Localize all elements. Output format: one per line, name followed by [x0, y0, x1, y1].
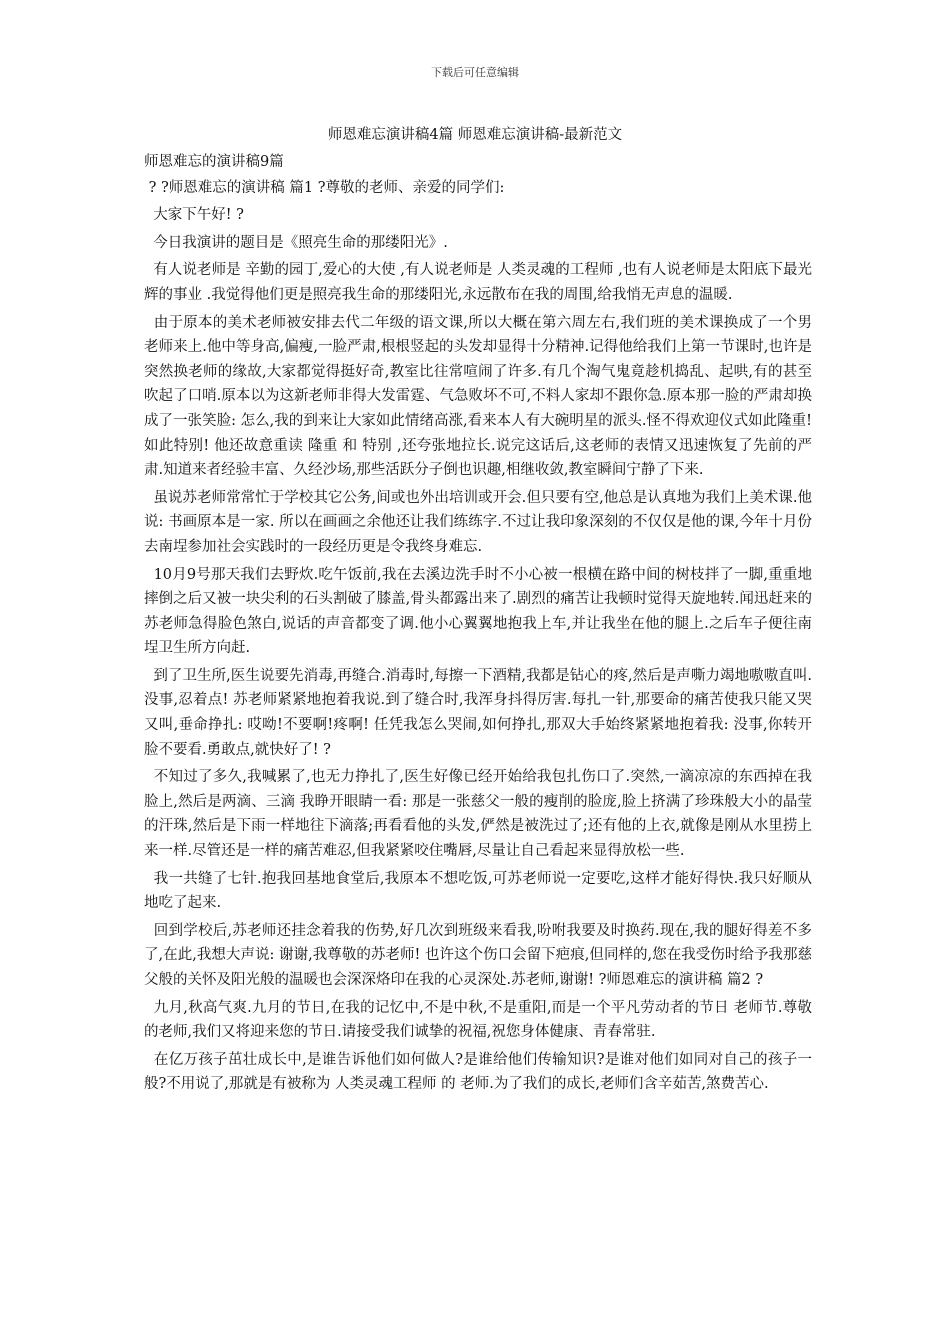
- paragraph: 师恩难忘的演讲稿9篇: [144, 154, 284, 170]
- document-title: 师恩难忘演讲稿4篇 师恩难忘演讲稿-最新范文: [327, 127, 623, 143]
- paragraph: 今日我演讲的题目是《照亮生命的那缕阳光》.: [144, 234, 448, 251]
- paragraph: 在亿万孩子茁壮成长中,是谁告诉他们如何做人?是谁给他们传输知识?是谁对他们如同对自己的孩子一般?不用说了,那就是有被称为 人类灵魂工程师 的 老师.为了我们的成长,老师们含辛茹苦,煞费苦心.: [144, 1051, 813, 1093]
- paragraph: 我一共缝了七针.抱我回基地食堂后,我原本不想吃饭,可苏老师说一定要吃,这样才能好得快.我只好顺从地吃了起来.: [144, 870, 812, 912]
- paragraph: 虽说苏老师常常忙于学校其它公务,间或也外出培训或开会.但只要有空,他总是认真地为我们上美术课.他说: 书画原本是一家. 所以在画画之余他还让我们练练字.不过让我印象深刻的不仅仅是他的课,今年十月份去南埕参加社会实践时的一段经历更是令我终身难忘.: [144, 489, 813, 555]
- paragraph: 到了卫生所,医生说要先消毒,再缝合.消毒时,每擦一下酒精,我都是钻心的疼,然后是声嘶力竭地嗷嗷直叫. 没事,忍着点! 苏老师紧紧地抱着我说.到了缝合时,我浑身抖得厉害.每扎一针,那要命的痛苦使我只能又哭又叫,垂命挣扎: 哎呦!不要啊!疼啊! 任凭我怎么哭闹,如何挣扎,那双大手始终紧紧地抱着我: 没事,你转开脸不要看.勇敢点,就快好了! ?: [144, 667, 817, 758]
- paragraph: 大家下午好! ?: [144, 207, 244, 224]
- paragraph: ? ?师恩难忘的演讲稿 篇1 ?尊敬的老师、亲爱的同学们:: [144, 179, 505, 196]
- header-note: 下载后可任意编辑: [431, 66, 519, 79]
- paragraph: 10月9号那天我们去野炊.吃午饭前,我在去溪边洗手时不小心被一根横在路中间的树枝拌了一脚,重重地摔倒之后又被一块尖利的石头割破了膝盖,骨头都露出来了.剧烈的痛苦让我顿时觉得天旋地转.闻迅赶来的苏老师急得脸色煞白,说话的声音都变了调.他小心翼翼地抱我上车,并让我坐在他的腿上.之后车子便往南埕卫生所方向赶.: [144, 566, 813, 657]
- document-body: [144, 150, 817, 1097]
- paragraph: 由于原本的美术老师被安排去代二年级的语文课,所以大概在第六周左右,我们班的美术课换成了一个男老师来上.他中等身高,偏瘦,一脸严肃,根根竖起的头发却显得十分精神.记得他给我们上第一节课时,也许是突然换老师的缘故,大家都觉得挺好奇,教室比往常喧闹了许多.有几个淘气鬼竟趁机捣乱、起哄,有的甚至吹起了口哨.原本以为这新老师非得大发雷霆、气急败坏不可,不料人家却不跟你急.原本那一脸的严肃却换成了一张笑脸: 怎么,我的到来让大家如此情绪高涨,看来本人有大碗明星的派头.怪不得欢迎仪式如此隆重!如此特别! 他还故意重读 隆重 和 特别 ,还夸张地拉长.说完这话后,这老师的表情又迅速恢复了先前的严肃.知道来者经验丰富、久经沙场,那些活跃分子倒也识趣,相继收敛,教室瞬间宁静了下来.: [144, 314, 813, 479]
- paragraph: 九月,秋高气爽.九月的节日,在我的记忆中,不是中秋,不是重阳,而是一个平凡劳动者的节日 老师节.尊敬的老师,我们又将迎来您的节日.请接受我们诚挚的祝福,祝您身体健康、青春常驻.: [144, 999, 813, 1041]
- paragraph: 不知过了多久,我喊累了,也无力挣扎了,医生好像已经开始给我包扎伤口了.突然,一滴凉凉的东西掉在我脸上,然后是两滴、三滴 我睁开眼睛一看: 那是一张慈父一般的瘦削的脸庞,脸上挤满了珍珠般大小的晶莹的汗珠,然后是下雨一样地往下滴落;再看看他的头发,俨然是被洗过了;还有他的上衣,就像是刚从水里捞上来一样.尽管还是一样的痛苦难忍,但我紧紧咬住嘴唇,尽量让自己看起来显得放松一些.: [144, 769, 812, 860]
- paragraph: 回到学校后,苏老师还挂念着我的伤势,好几次到班级来看我,吩咐我要及时换药.现在,我的腿好得差不多了,在此,我想大声说: 谢谢,我尊敬的苏老师! 也许这个伤口会留下疤痕,但同样的,您在我受伤时给予我那慈父般的关怀及阳光般的温暖也会深深烙印在我的心灵深处.苏老师,谢谢! ?师恩难忘的演讲稿 篇2 ?: [144, 922, 812, 988]
- paragraph: 有人说老师是 辛勤的园丁,爱心的大使 ,有人说老师是 人类灵魂的工程师 ,也有人说老师是太阳底下最光辉的事业 .我觉得他们更是照亮我生命的那缕阳光,永远散布在我的周围,给我悄无声息的温暖.: [144, 262, 813, 303]
